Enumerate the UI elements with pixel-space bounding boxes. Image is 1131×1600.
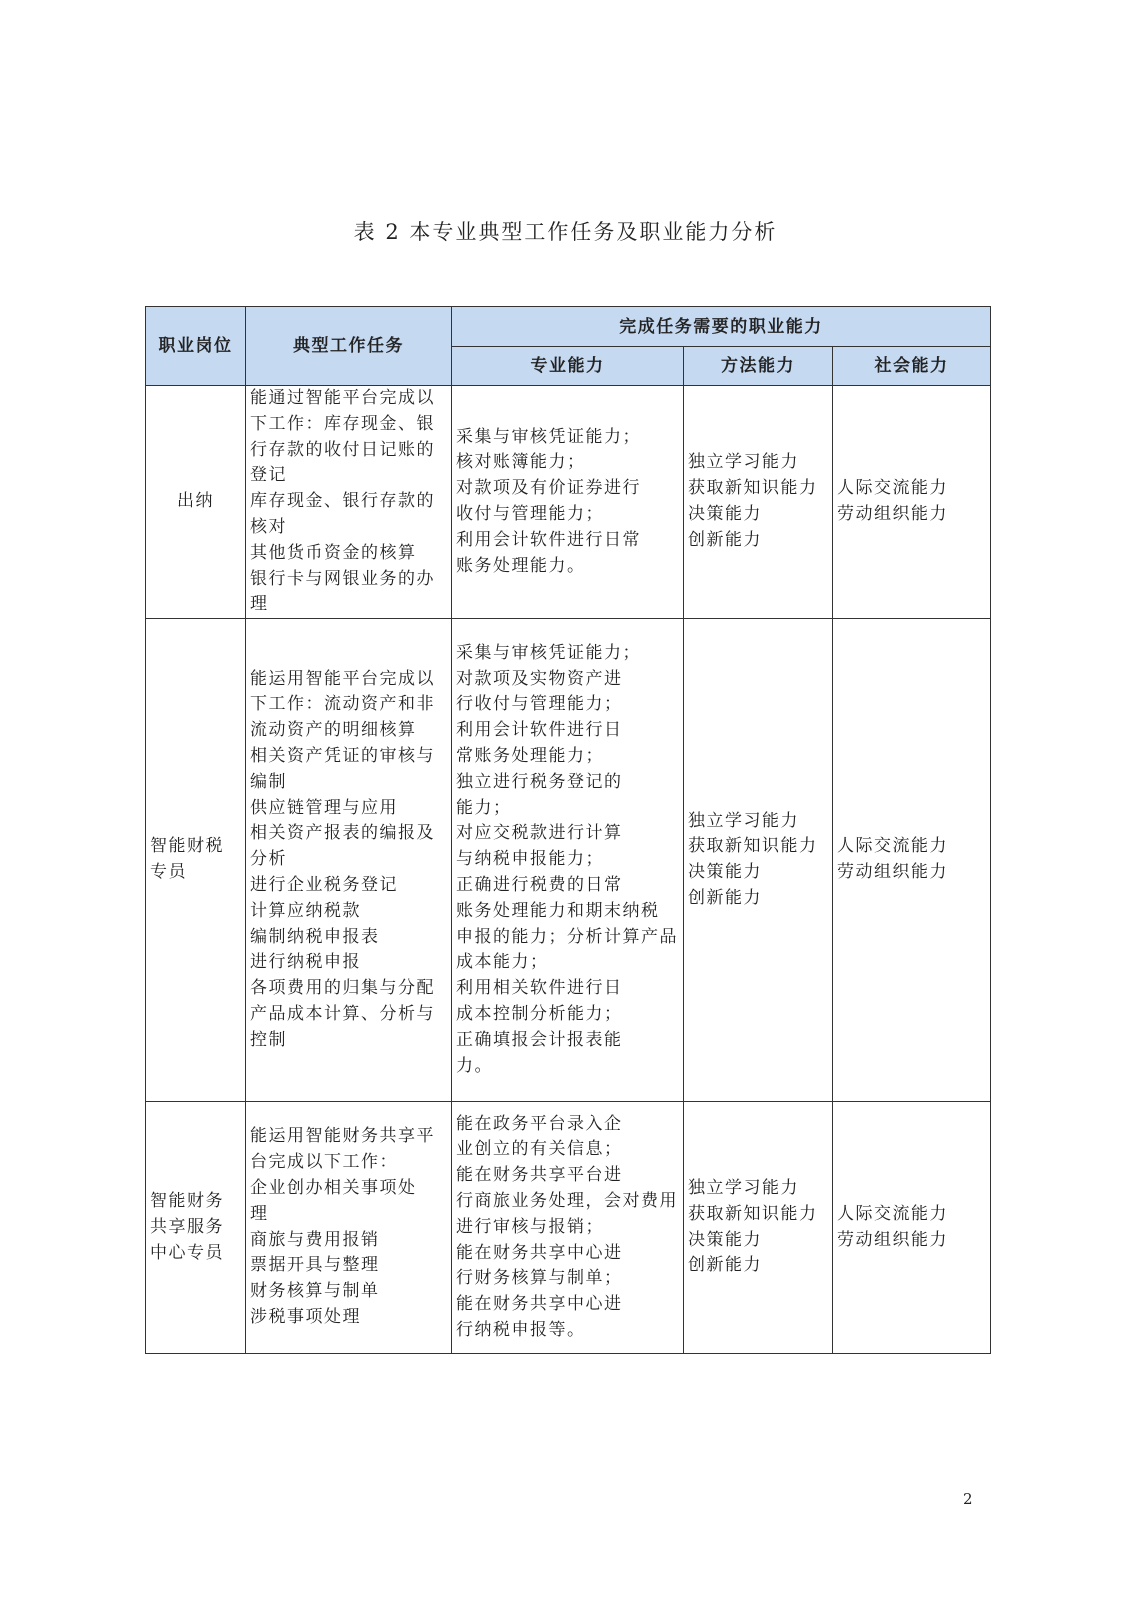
cell-professional-line: 账务处理能力和期末纳税 — [456, 900, 660, 921]
header-method: 方法能力 — [684, 347, 833, 386]
cell-professional-line: 能在财务共享中心进 — [456, 1294, 623, 1315]
cell-professional-line: 能力； — [456, 797, 512, 818]
cell-post-line: 中心专员 — [150, 1242, 224, 1263]
cell-task-line: 进行纳税申报 — [250, 952, 361, 973]
cell-task-line: 涉税事项处理 — [250, 1307, 361, 1328]
cell-method-line: 独立学习能力 — [688, 1178, 799, 1199]
cell-professional-line: 与纳税申报能力； — [456, 849, 604, 870]
cell-professional-line: 力。 — [456, 1055, 493, 1076]
cell-professional — [452, 386, 684, 619]
cell-method-line: 创新能力 — [688, 887, 762, 908]
cell-post — [146, 1102, 246, 1354]
cell-method-line: 获取新知识能力 — [688, 836, 818, 857]
cell-method-line: 决策能力 — [688, 862, 762, 883]
cell-professional-line: 采集与审核凭证能力； — [456, 426, 641, 447]
cell-professional-line: 正确填报会计报表能 — [456, 1029, 623, 1050]
cell-social-line: 人际交流能力 — [837, 836, 948, 857]
cell-social — [833, 619, 991, 1102]
cell-professional-line: 能在政务平台录入企 — [456, 1113, 623, 1134]
cell-professional-line: 常账务处理能力； — [456, 746, 604, 767]
cell-task-line: 库存现金、银行存款的 — [250, 491, 435, 512]
cell-social-line: 人际交流能力 — [837, 1203, 948, 1224]
cell-professional-line: 成本控制分析能力； — [456, 1004, 623, 1025]
cell-task-line: 能运用智能财务共享平 — [250, 1126, 435, 1147]
cell-post — [146, 619, 246, 1102]
cell-task — [246, 619, 452, 1102]
header-social: 社会能力 — [833, 347, 991, 386]
cell-task — [246, 386, 452, 619]
cell-task-line: 银行卡与网银业务的办 — [250, 568, 435, 589]
cell-professional-line: 对应交税款进行计算 — [456, 823, 623, 844]
cell-professional-line: 行收付与管理能力； — [456, 694, 623, 715]
cell-method-line: 获取新知识能力 — [688, 478, 818, 499]
cell-task-line: 编制纳税申报表 — [250, 926, 380, 947]
table-row — [146, 1102, 991, 1354]
cell-task-line: 各项费用的归集与分配 — [250, 978, 435, 999]
cell-task-line: 分析 — [250, 849, 287, 870]
cell-task-line: 行存款的收付日记账的 — [250, 439, 435, 460]
cell-task-line: 下工作：流动资产和非 — [250, 694, 435, 715]
table-row — [146, 386, 991, 619]
cell-professional-line: 业创立的有关信息； — [456, 1139, 623, 1160]
cell-task-line: 理 — [250, 1203, 269, 1224]
cell-method-line: 独立学习能力 — [688, 810, 799, 831]
cell-task-line: 下工作：库存现金、银 — [250, 413, 435, 434]
table-row — [146, 619, 991, 1102]
cell-method — [684, 386, 833, 619]
cell-task-line: 财务核算与制单 — [250, 1281, 380, 1302]
cell-professional-line: 能在财务共享平台进 — [456, 1165, 623, 1186]
cell-professional-line: 独立进行税务登记的 — [456, 771, 623, 792]
cell-task-line: 理 — [250, 594, 269, 615]
cell-task — [246, 1102, 452, 1354]
cell-professional-line: 账务处理能力。 — [456, 555, 586, 576]
cell-social-line: 劳动组织能力 — [837, 862, 948, 883]
cell-professional-line: 利用会计软件进行日常 — [456, 529, 641, 550]
cell-method-line: 独立学习能力 — [688, 452, 799, 473]
cell-professional-line: 收付与管理能力； — [456, 504, 604, 525]
cell-social — [833, 1102, 991, 1354]
header-post: 职业岗位 — [146, 307, 246, 386]
cell-task-line: 计算应纳税款 — [250, 900, 361, 921]
cell-method — [684, 619, 833, 1102]
cell-post-line: 智能财税 — [150, 836, 224, 857]
cell-social-line: 人际交流能力 — [837, 478, 948, 499]
cell-task-line: 登记 — [250, 465, 287, 486]
cell-method — [684, 1102, 833, 1354]
cell-post-line: 智能财务 — [150, 1190, 224, 1211]
header-ability-group: 完成任务需要的职业能力 — [452, 307, 991, 347]
cell-task-line: 企业创办相关事项处 — [250, 1178, 417, 1199]
cell-method-line: 获取新知识能力 — [688, 1203, 818, 1224]
page-number: 2 — [963, 1490, 973, 1508]
cell-method-line: 决策能力 — [688, 504, 762, 525]
cell-professional-line: 对款项及有价证券进行 — [456, 478, 641, 499]
cell-task-line: 其他货币资金的核算 — [250, 542, 417, 563]
cell-task-line: 能运用智能平台完成以 — [250, 668, 435, 689]
cell-task-line: 供应链管理与应用 — [250, 797, 398, 818]
cell-professional-line: 成本能力； — [456, 952, 549, 973]
cell-task-line: 台完成以下工作： — [250, 1152, 398, 1173]
cell-task-line: 相关资产凭证的审核与 — [250, 746, 435, 767]
cell-post-line: 专员 — [150, 862, 187, 883]
cell-professional-line: 对款项及实物资产进 — [456, 668, 623, 689]
cell-post — [146, 386, 246, 619]
cell-professional-line: 利用相关软件进行日 — [456, 978, 623, 999]
cell-method-line: 创新能力 — [688, 1255, 762, 1276]
cell-professional — [452, 1102, 684, 1354]
cell-professional-line: 采集与审核凭证能力； — [456, 642, 641, 663]
cell-social — [833, 386, 991, 619]
cell-professional-line: 利用会计软件进行日 — [456, 720, 623, 741]
table-body — [146, 386, 991, 1354]
cell-task-line: 票据开具与整理 — [250, 1255, 380, 1276]
cell-task-line: 编制 — [250, 771, 287, 792]
cell-task-line: 流动资产的明细核算 — [250, 720, 417, 741]
cell-professional-line: 能在财务共享中心进 — [456, 1242, 623, 1263]
cell-task-line: 相关资产报表的编报及 — [250, 823, 435, 844]
cell-professional-line: 行财务核算与制单； — [456, 1268, 623, 1289]
cell-social-line: 劳动组织能力 — [837, 504, 948, 525]
competency-table — [145, 306, 991, 1354]
cell-task-line: 能通过智能平台完成以 — [250, 388, 435, 408]
cell-method-line: 创新能力 — [688, 529, 762, 550]
cell-post-line: 共享服务 — [150, 1216, 224, 1237]
cell-method-line: 决策能力 — [688, 1229, 762, 1250]
table-header — [146, 307, 991, 386]
cell-professional-line: 行纳税申报等。 — [456, 1319, 586, 1340]
cell-task-line: 控制 — [250, 1029, 287, 1050]
cell-task-line: 产品成本计算、分析与 — [250, 1004, 435, 1025]
cell-professional-line: 行商旅业务处理，会对费用 — [456, 1190, 678, 1211]
cell-social-line: 劳动组织能力 — [837, 1229, 948, 1250]
header-task: 典型工作任务 — [246, 307, 452, 386]
cell-professional-line: 进行审核与报销； — [456, 1216, 604, 1237]
cell-professional-line: 正确进行税费的日常 — [456, 875, 623, 896]
cell-professional — [452, 619, 684, 1102]
cell-task-line: 核对 — [250, 516, 287, 537]
header-professional: 专业能力 — [452, 347, 684, 386]
table-caption: 表 2 本专业典型工作任务及职业能力分析 — [353, 220, 778, 244]
cell-professional-line: 申报的能力；分析计算产品 — [456, 926, 678, 947]
cell-task-line: 进行企业税务登记 — [250, 875, 398, 896]
cell-task-line: 商旅与费用报销 — [250, 1229, 380, 1250]
cell-post-line: 出纳 — [177, 491, 214, 512]
cell-professional-line: 核对账簿能力； — [456, 452, 586, 473]
